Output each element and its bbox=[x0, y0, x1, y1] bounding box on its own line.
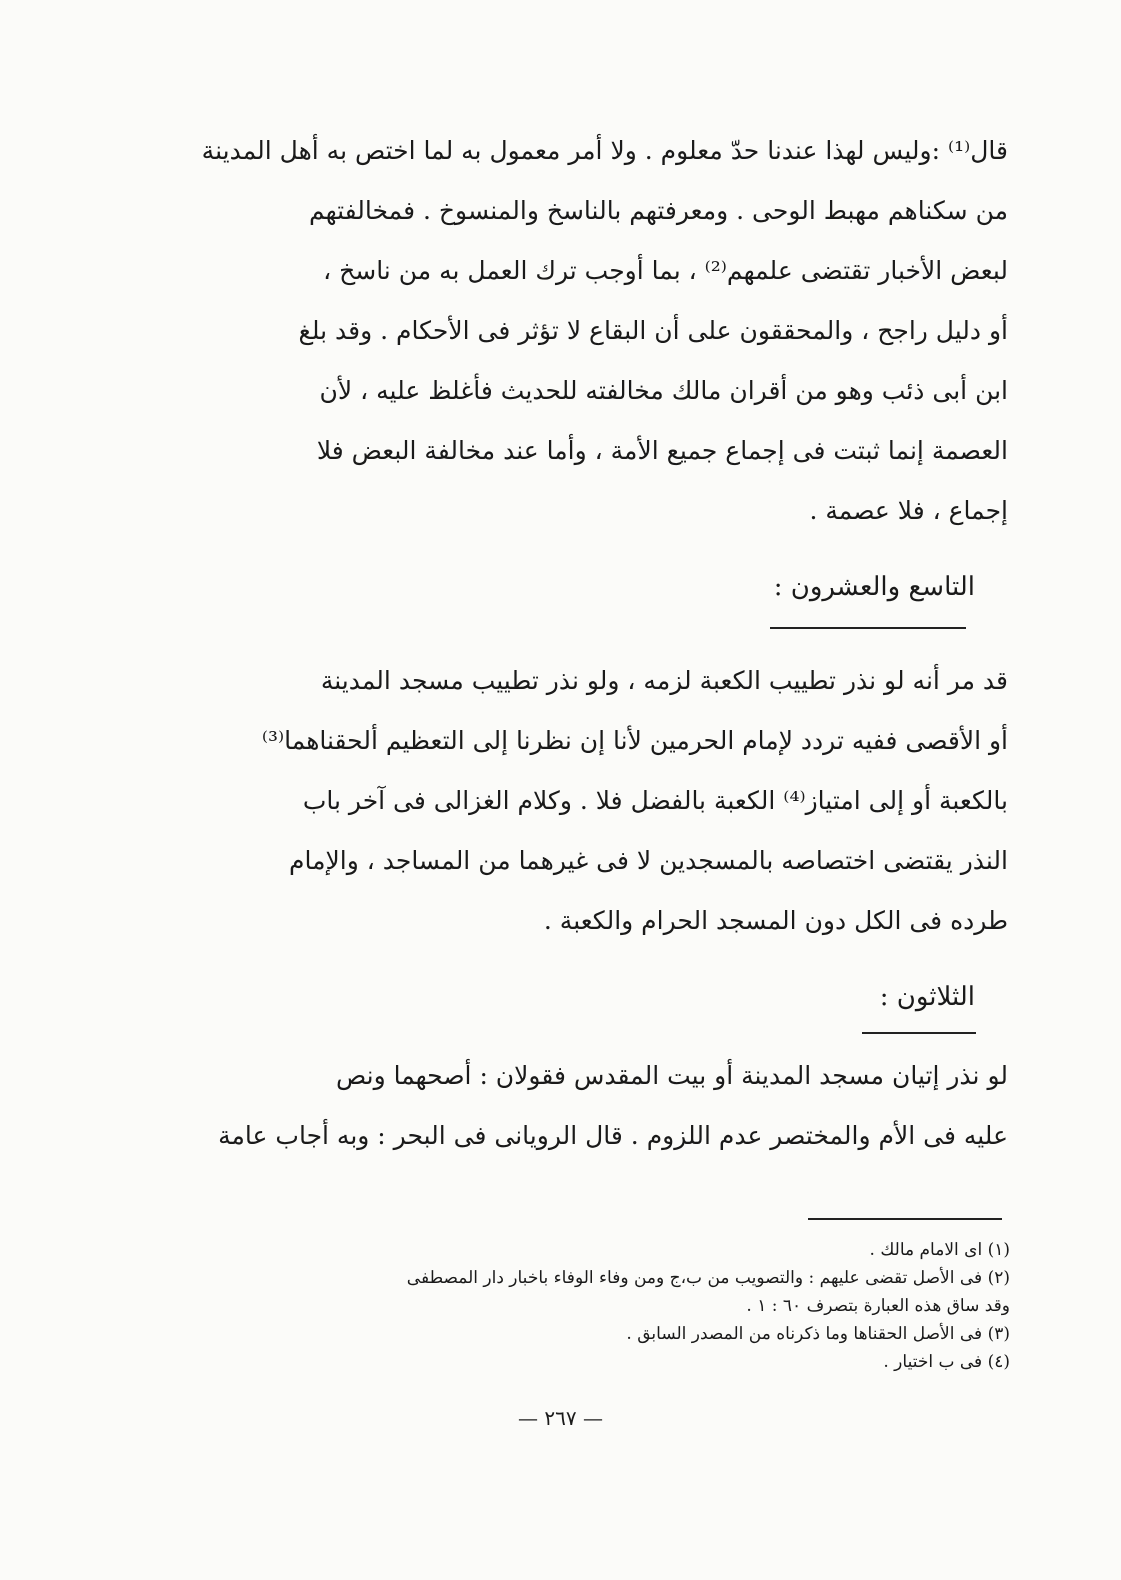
paragraph-3-line: عليه فى الأم والمختصر عدم اللزوم . قال الرويانى فى البحر : وبه أجاب عامة bbox=[218, 1121, 1008, 1150]
paragraph-2-line: أو الأقصى ففيه تردد لإمام الحرمين لأنا إن نظرنا إلى التعظيم ألحقناهما⁽³⁾ bbox=[261, 726, 1008, 755]
paragraph-1-line: العصمة إنما ثبتت فى إجماع جميع الأمة ، وأما عند مخالفة البعض فلا bbox=[316, 436, 1008, 465]
paragraph-2-line: بالكعبة أو إلى امتياز⁽⁴⁾ الكعبة بالفضل فلا . وكلام الغزالى فى آخر باب bbox=[302, 786, 1008, 815]
paragraph-2-line: طرده فى الكل دون المسجد الحرام والكعبة . bbox=[543, 906, 1008, 935]
paragraph-1-line: إجماع ، فلا عصمة . bbox=[809, 496, 1008, 525]
footnote-4: (٤) فى ب اختيار . bbox=[883, 1352, 1010, 1372]
page-number: — ٢٦٧ — bbox=[518, 1406, 603, 1430]
section-heading-30: الثلاثون : bbox=[879, 982, 975, 1012]
paragraph-1-line: لبعض الأخبار تقتضى علمهم⁽²⁾ ، بما أوجب ترك العمل به من ناسخ ، bbox=[323, 256, 1008, 285]
section-heading-29: التاسع والعشرون : bbox=[773, 572, 975, 602]
section-heading-29-underline bbox=[770, 627, 966, 629]
paragraph-3-line: لو نذر إتيان مسجد المدينة أو بيت المقدس فقولان : أصحهما ونص bbox=[335, 1061, 1008, 1090]
footnote-3: (٣) فى الأصل الحقناها وما ذكرناه من المصدر السابق . bbox=[626, 1324, 1010, 1344]
footnote-2-continued: وقد ساق هذه العبارة بتصرف ٦٠ : ١ . bbox=[746, 1296, 1010, 1316]
section-heading-30-underline bbox=[862, 1032, 976, 1034]
footnotes bbox=[170, 1236, 1010, 1376]
paragraph-2 bbox=[178, 651, 1008, 951]
paragraph-1-line: ابن أبى ذئب وهو من أقران مالك مخالفته للحديث فأغلظ عليه ، لأن bbox=[319, 376, 1008, 405]
footnote-1: (١) اى الامام مالك . bbox=[869, 1240, 1010, 1260]
paragraph-2-line: قد مر أنه لو نذر تطييب الكعبة لزمه ، ولو نذر تطييب مسجد المدينة bbox=[320, 666, 1008, 695]
paragraph-3 bbox=[178, 1046, 1008, 1166]
paragraph-1-line: قال⁽¹⁾ :وليس لهذا عندنا حدّ معلوم . ولا أمر معمول به لما اختص به أهل المدينة bbox=[201, 136, 1008, 165]
paragraph-1 bbox=[178, 121, 1008, 541]
paragraph-2-line: النذر يقتضى اختصاصه بالمسجدين لا فى غيرهما من المساجد ، والإمام bbox=[289, 846, 1008, 875]
paragraph-1-line: من سكناهم مهبط الوحى . ومعرفتهم بالناسخ والمنسوخ . فمخالفتهم bbox=[308, 196, 1008, 225]
paragraph-1-line: أو دليل راجح ، والمحققون على أن البقاع لا تؤثر فى الأحكام . وقد بلغ bbox=[298, 316, 1008, 345]
footnote-separator bbox=[808, 1218, 1002, 1220]
footnote-2: (٢) فى الأصل تقضى عليهم : والتصويب من ب،ج ومن وفاء الوفاء باخبار دار المصطفى bbox=[406, 1268, 1010, 1288]
